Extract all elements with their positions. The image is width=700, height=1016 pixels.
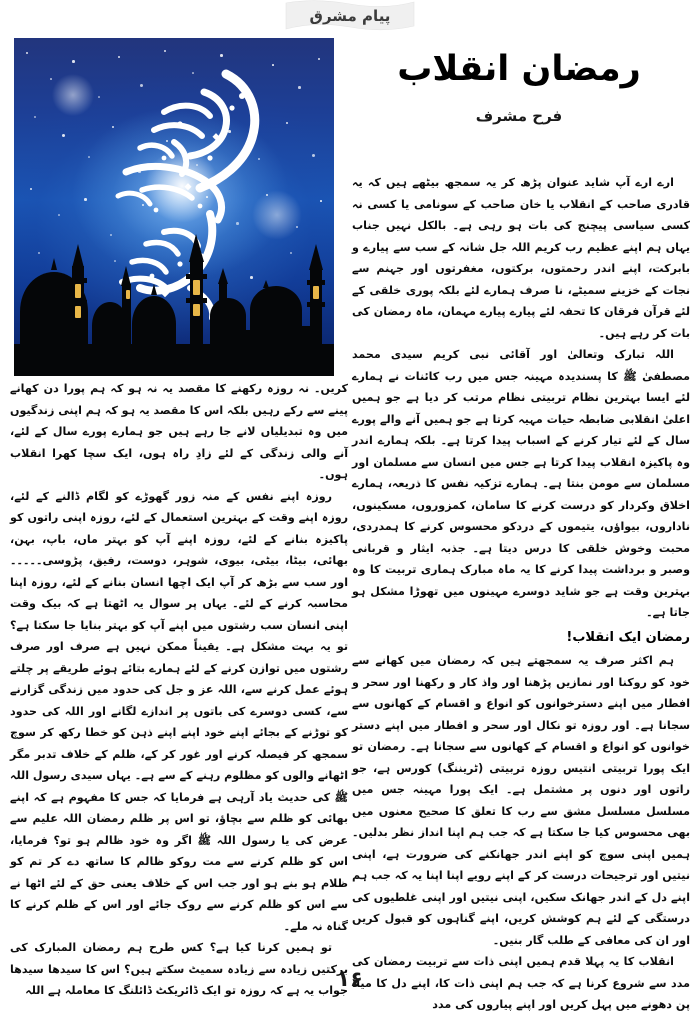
- paragraph: اللہ تبارک وتعالیٰ اور آقائی نبی کریم سیدی محمد مصطفیٰ ﷺ کا پسندیدہ مہینہ جس میں رب کائنات نے ہمارے لئے ایسا بہترین نظام تربیتی نظام مرتب کر دیا ہے جو ہمیں اعلیٰ انقلابی ضابطہ حیات مہیہ کرتا ہے جو ہمیں آنے والے پورے سال کے لئے تیار کرنے کے اسباب پیدا کرتا ہے۔ بلکہ ہمارے اندر وہ پاکیزہ انقلاب پیدا کرتا ہے جس میں انسان سے مسلمان اور مسلمان سے مومن بنتا ہے۔ ہمارے تزکیہ نفس کا ذریعہ، ہمارے اخلاق وکردار کو درست کرنے کا سامان، کمزوروں، مسکینوں، ناداروں، بیواؤں، یتیموں کے دردکو محسوس کرنے کا ہمدردی، محبت وخوش خلقی کا درس دیتا ہے۔ جذبہ ایثار و قربانی وصبر و برداشت پیدا کرنے کا یہ ماہ مبارک ہماری تربیت کا وہ بہترین وقت ہے جو شاید دوسرے مہینوں میں تھوڑا مشکل ہو جاتا ہے۔: [352, 348, 690, 619]
- masthead: [0, 0, 700, 34]
- section-subheading: رمضان ایک انقلاب!: [566, 629, 690, 645]
- ramadan-illustration: [14, 38, 334, 376]
- article-header: [352, 46, 686, 125]
- paragraph: کریں۔ نہ روزہ رکھنے کا مقصد یہ نہ ہو کہ ہم پورا دن کھانے پینے سے رکے رہیں بلکہ اس کا مقصد یہ ہو کہ ہم اپنی زندگیوں میں وہ تبدیلیاں لانے جا رہے ہیں جو ہمارے پورے سال کے لئے، آنے والی زندگی کے لئے زادِ راہ ہوں، ایک سچا کھرا انقلاب ہوں۔: [9, 382, 348, 481]
- paragraph: ہم اکثر صرف یہ سمجھتے ہیں کہ رمضان میں کھانے سے خود کو روکنا اور نمازیں پڑھنا اور واذ کار و رکھنا اور سحر و افطار میں اپنے دسترخوانوں کو انواع و اقسام کے کھانوں سے سجانا ہے۔ اور روزہ تو نکال اور سحر و افطار میں اپنے دستر خوانوں کو انواع و اقسام کے کھانوں سے سجانا ہے۔ رمضان تو ایک پورا تربیتی انتیس روزہ تربیتی (ٹریننگ) کورس ہے، جو راتوں اور دنوں پر مشتمل ہے۔ ایک پورا مہینہ جس میں مسلسل مسلسل مشق سے رب کا تعلق کا صحیح معنوں میں بھی محسوس کیا جا سکتا ہے کہ جب ہم اپنا انداز نظر بدلیں۔ ہمیں اپنی سوچ کو اپنے اندر جھانکنے کی ضرورت ہے، اپنی نیتیں اور ترجیحات درست کر کے اپنے رویے اپنا اپنا یہ کہ جب ہم اپنے دل کے اندر جھانک سکیں، اپنی نیتیں اور اپنی غلطیوں کی درستگی کے لئے ہم کوشش کریں، اپنے گناہوں کو قبول کریں اور ان کی معافی کے طلب گار بنیں۔: [352, 654, 690, 947]
- body-column-left: [10, 378, 348, 1002]
- paragraph: ارے ارے آپ شاید عنوان پڑھ کر یہ سمجھ بیٹھے ہیں کہ یہ قادری صاحب کے انقلاب یا خان صاحب کے سونامی یا کسی نہ کسی سیاسی پیچنج کی بات ہو رہی ہے۔ بالکل نہیں جناب یہاں ہم اپنے عظیم رب کریم اللہ جل شانہ کے سب سے پیارے و بابرکت، اپنے اندر رحمتوں، برکتوں، مغفرتوں اور جہنم سے نجات کے خزینے سمیٹے، نا صرف ہمارے لئے بلکہ پوری خلقی کے لئے قرآن فرقان کا تحفہ لئے پیارے پیارے مہمان، ماہ رمضان کی بات کر رہے ہیں۔: [352, 176, 690, 340]
- page-title: رمضان انقلاب: [397, 49, 641, 89]
- magazine-name: پیام مشرق: [309, 7, 391, 25]
- page-number: ۱۶: [337, 967, 363, 991]
- paragraph: تو ہمیں کرنا کیا ہے؟ کس طرح ہم رمضان المبارک کی برکتیں زیادہ سے زیادہ سمیٹ سکتے ہیں؟ اس کا سیدھا سیدھا جواب یہ ہے کہ روزہ تو ایک ڈائریکٹ ڈائلنگ کا معاملہ ہے اللہ: [10, 941, 348, 997]
- paragraph: روزہ اپنے نفس کے منہ زور گھوڑے کو لگام ڈالنے کے لئے، روزہ اپنے وقت کے بہترین استعمال کے لئے، روزہ اپنی راتوں کو پاکیزہ بنانے کے لئے، روزہ اپنے آپ کو بہتر ماں، باپ، بہن، بھائی، بیٹا، بیٹی، بیوی، شوہر، دوست، رفیق، پڑوسی۔۔۔۔۔ اور سب سے بڑھ کر آپ ایک اچھا انسان بنانے کے لئے، روزہ اپنا محاسبہ کرنے کے لئے۔ یہاں پر سوال یہ اٹھتا ہے کہ بیک وقت اپنی انسان سب رشتوں میں اپنے آپ کو بہتر بنایا جا سکتا ہے؟ تو یہ بہت مشکل ہے۔ یقیناً ممکن نہیں ہے صرف اور صرف رشتوں میں توازن کرنے کے لئے ہمارے بتائے ہوئے طریقے پر چلتے ہوئے عمل کرنے سے، اللہ عز و جل کی حدود میں زندگی گزارنے سے، کسی دوسرے کی باتوں پر اندازے لگانے اور اللہ کی حدود کو توڑنے کے بجائے اپنے خود اپنے اپنے ذہن کو خطا رکھ کر سوچ سمجھ کر فیصلہ کرنے اور غور کر کے، ظلم کے خلاف تدبر مگر اٹھانے والوں کو مظلوم رہنے کے سے ہے۔ یہاں سیدی رسول اللہ ﷺ کی حدیث یاد آرہی ہے فرمایا کہ جس کا مفہوم ہے کہ اپنے بھائی کو ظلم سے بچاؤ، تو اس پر ظلم رمضان اللہ علیم سے عرض کی یا رسول اللہ ﷺ اگر وہ خود ظالم ہو تو؟ فرمایا، اس کو ظلم کرنے سے مت روکو ظالم کا ساتھ دے کر تم کو ظلام ہو بنے ہو اور جب اس کے خلاف یعنی حق کے لئے اٹھا نے سے اس کو ظلم کرنے سے روک جائے اور اس کے ظلم کرنے کا گناہ نہ ملے۔: [10, 489, 348, 933]
- mosque-skyline-silhouette: [14, 226, 334, 376]
- body-column-right: [352, 172, 690, 1016]
- article-author: فرح مشرف: [475, 107, 563, 126]
- paragraph: انقلاب کا یہ پہلا قدم ہمیں اپنی ذات سے تربیت رمضان کی مدد سے شروع کرنا ہے کہ جب ہم اپنی ذات کا، اپنے دل کا میلا پن دھونے میں پہل کریں اور اپنے پیاروں کی مدد: [352, 955, 690, 1011]
